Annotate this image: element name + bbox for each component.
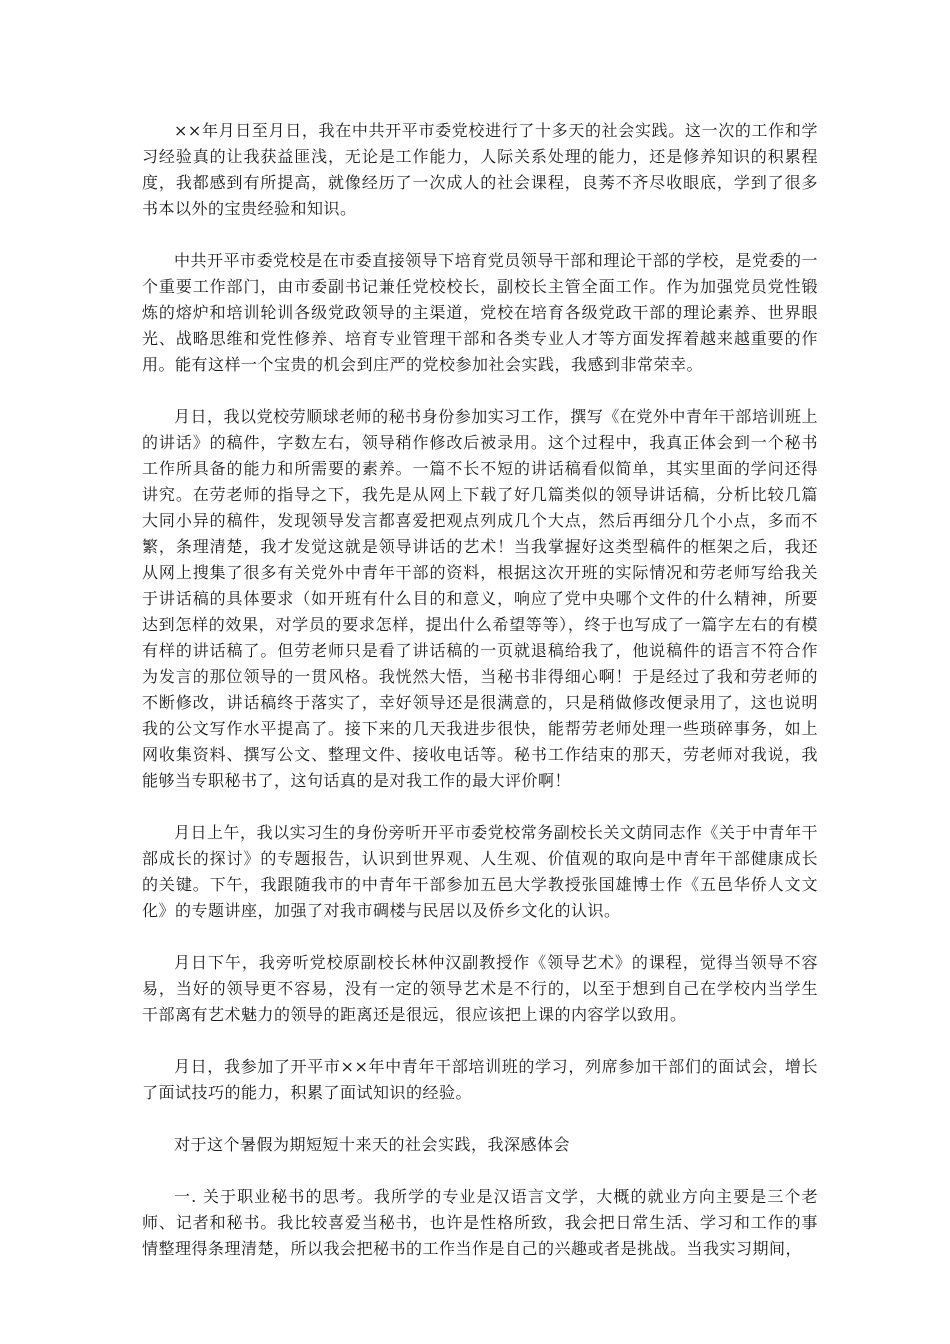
paragraph-1: ××年月日至月日，我在中共开平市委党校进行了十多天的社会实践。这一次的工作和学习经验真的让我获益匪浅，无论是工作能力，人际关系处理的能力，还是修养知识的积累程度，我都感到有所提高，就像经历了一次成人的社会课程，良莠不齐尽收眼底，学到了很多书本以外的宝贵经验和知识。	[142, 121, 818, 218]
paragraph-2: 中共开平市委党校是在市委直接领导下培育党员领导干部和理论干部的学校，是党委的一个重要工作部门，由市委副书记兼任党校校长，副校长主管全面工作。作为加强党员党性锻炼的熔炉和培训轮训各级党政领导的主渠道，党校在培育各级党政干部的理论素养、世界眼光、战略思维和党性修养、培育专业管理干部和各类专业人才等方面发挥着越来越重要的作用。能有这样一个宝贵的机会到庄严的党校参加社会实践，我感到非常荣幸。	[142, 251, 818, 374]
document-page	[142, 118, 818, 1262]
paragraph-6: 月日，我参加了开平市××年中青年干部培训班的学习，列席参加干部们的面试会，增长了面试技巧的能力，积累了面试知识的经验。	[142, 1057, 818, 1102]
paragraph-8: 一. 关于职业秘书的思考。我所学的专业是汉语言文学，大概的就业方向主要是三个老师、记者和秘书。我比较喜爱当秘书，也许是性格所致，我会把日常生活、学习和工作的事情整理得条理清楚，所以我会把秘书的工作当作是自己的兴趣或者是挑战。当我实习期间，	[142, 1187, 818, 1258]
paragraph-4: 月日上午，我以实习生的身份旁听开平市委党校常务副校长关文荫同志作《关于中青年干部成长的探讨》的专题报告，认识到世界观、人生观、价值观的取向是中青年干部健康成长的关键。下午，我跟随我市的中青年干部参加五邑大学教授张国雄博士作《五邑华侨人文文化》的专题讲座，加强了对我市碉楼与民居以及侨乡文化的认识。	[142, 823, 818, 920]
paragraph-3: 月日，我以党校劳顺球老师的秘书身份参加实习工作，撰写《在党外中青年干部培训班上的讲话》的稿件，字数左右，领导稍作修改后被录用。这个过程中，我真正体会到一个秘书工作所具备的能力和所需要的素养。一篇不长不短的讲话稿看似简单，其实里面的学问还得讲究。在劳老师的指导之下，我先是从网上下载了好几篇类似的领导讲话稿，分析比较几篇大同小异的稿件，发现领导发言都喜爱把观点列成几个大点，然后再细分几个小点，多而不繁，条理清楚，我才发觉这就是领导讲话的艺术！当我掌握好这类型稿件的框架之后，我还从网上搜集了很多有关党外中青年干部的资料，根据这次开班的实际情况和劳老师写给我关于讲话稿的具体要求（如开班有什么目的和意义，响应了党中央哪个文件的什么精神，所要达到怎样的效果，对学员的要求怎样，提出什么希望等等），终于也写成了一篇字左右的有模有样的讲话稿了。但劳老师只是看了讲话稿的一页就退稿给我了，他说稿件的语言不符合作为发言的那位领导的一贯风格。我恍然大悟，当秘书非得细心啊！于是经过了我和劳老师的不断修改，讲话稿终于落实了，幸好领导还是很满意的，只是稍做修改便录用了，这也说明我的公文写作水平提高了。接下来的几天我进步很快，能帮劳老师处理一些琐碎事务，如上网收集资料、撰写公文、整理文件、接收电话等。秘书工作结束的那天，劳老师对我说，我能够当专职秘书了，这句话真的是对我工作的最大评价啊！	[142, 407, 818, 790]
paragraph-7: 对于这个暑假为期短短十来天的社会实践，我深感体会	[174, 1135, 571, 1154]
paragraph-5: 月日下午，我旁听党校原副校长林仲汉副教授作《领导艺术》的课程，觉得当领导不容易，当好的领导更不容易，没有一定的领导艺术是不行的，以至于想到自己在学校内当学生干部离有艺术魅力的领导的距离还是很远，很应该把上课的内容学以致用。	[142, 953, 818, 1024]
